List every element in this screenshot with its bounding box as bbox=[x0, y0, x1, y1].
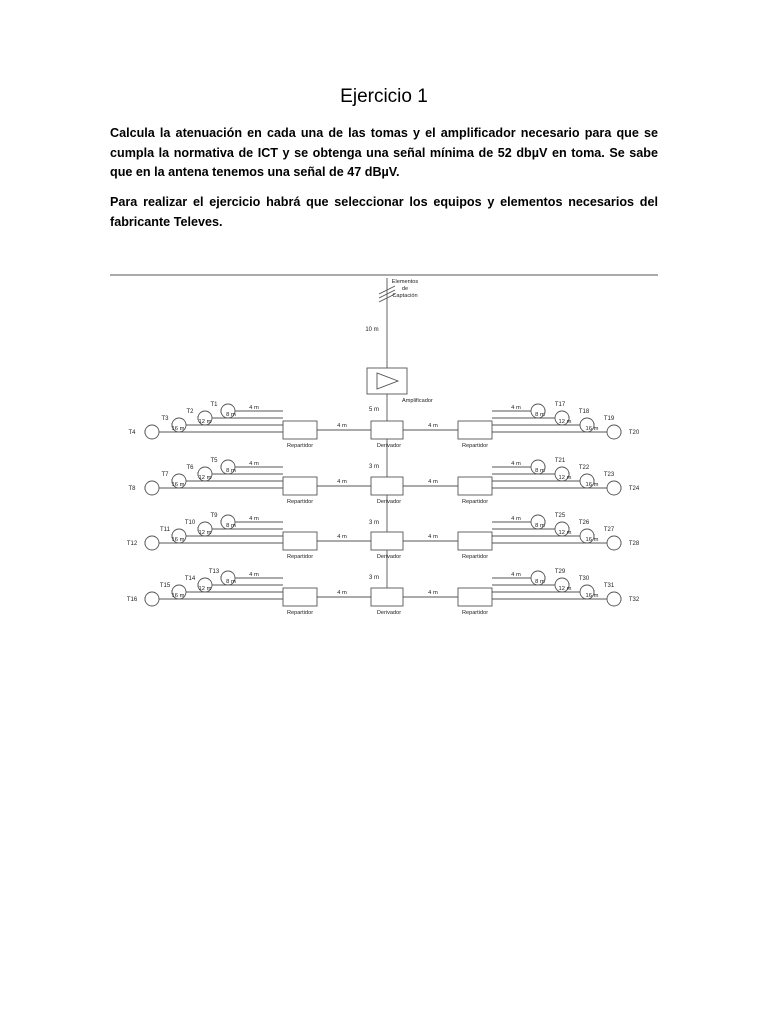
outlet-label-left: T3 bbox=[161, 416, 169, 422]
splitter-box-right bbox=[458, 421, 492, 439]
antenna-label-line2: de bbox=[401, 286, 409, 292]
outlet-label-left: T11 bbox=[160, 527, 170, 533]
outlet-label-left: T2 bbox=[186, 409, 194, 415]
branch-length-label-right: 4 m bbox=[428, 534, 438, 540]
outlet-label-left: T7 bbox=[161, 472, 169, 478]
outlet-cable-length-right: 12 m bbox=[558, 475, 572, 481]
outlet-cable-length-right: 16 m bbox=[585, 482, 599, 488]
page-title: Ejercicio 1 bbox=[340, 86, 428, 107]
outlet-label-right: T18 bbox=[578, 409, 590, 415]
outlet-cable-length-right: 8 m bbox=[535, 523, 545, 529]
tap-box bbox=[371, 421, 403, 439]
outlet-label-left: T16 bbox=[126, 597, 138, 603]
outlet-label-right: T17 bbox=[554, 402, 566, 408]
outlet-cable-length-right: 16 m bbox=[585, 593, 599, 599]
splitter-box-right bbox=[458, 477, 492, 495]
outlet-socket-left bbox=[145, 592, 159, 606]
outlet-cable-length-left: 4 m bbox=[249, 516, 259, 522]
outlet-label-left: T12 bbox=[126, 541, 138, 547]
outlet-cable-length-right: 12 m bbox=[558, 419, 572, 425]
outlet-cable-length-left: 8 m bbox=[226, 468, 236, 474]
outlet-label-left: T1 bbox=[210, 402, 218, 408]
outlet-socket-left bbox=[145, 481, 159, 495]
outlet-cable-length-right: 12 m bbox=[558, 530, 572, 536]
outlet-label-left: T9 bbox=[210, 513, 218, 519]
outlet-socket-right bbox=[607, 536, 621, 550]
outlet-label-left: T14 bbox=[184, 576, 196, 582]
outlet-cable-length-left: 16 m bbox=[171, 426, 185, 432]
antenna-label-line3: Captación bbox=[392, 293, 418, 299]
splitter-label-right: Repartidor bbox=[461, 554, 489, 560]
splitter-box-right bbox=[458, 588, 492, 606]
outlet-label-right: T31 bbox=[603, 583, 615, 589]
outlet-label-left: T8 bbox=[128, 486, 136, 492]
outlet-cable-length-left: 16 m bbox=[171, 593, 185, 599]
tap-label: Derivador bbox=[376, 443, 402, 449]
outlet-label-right: T23 bbox=[603, 472, 615, 478]
branch-length-label-left: 4 m bbox=[337, 534, 347, 540]
outlet-label-right: T26 bbox=[578, 520, 590, 526]
outlet-cable-length-left: 4 m bbox=[249, 572, 259, 578]
outlet-cable-length-left: 12 m bbox=[198, 475, 212, 481]
outlet-cable-length-left: 16 m bbox=[171, 482, 185, 488]
riser-length-label: 3 m bbox=[368, 520, 380, 526]
outlet-cable-length-right: 8 m bbox=[535, 579, 545, 585]
tap-label: Derivador bbox=[376, 499, 402, 505]
outlet-cable-length-right: 4 m bbox=[511, 572, 521, 578]
outlet-socket-right bbox=[607, 481, 621, 495]
outlet-socket-right bbox=[607, 425, 621, 439]
outlet-cable-length-right: 4 m bbox=[511, 405, 521, 411]
splitter-box-right bbox=[458, 532, 492, 550]
splitter-label-left: Repartidor bbox=[286, 610, 314, 616]
outlet-label-left: T5 bbox=[210, 458, 218, 464]
outlet-label-right: T22 bbox=[578, 465, 590, 471]
riser-length-label: 3 m bbox=[368, 575, 380, 581]
outlet-label-left: T4 bbox=[128, 430, 136, 436]
tap-box bbox=[371, 477, 403, 495]
splitter-box-left bbox=[283, 421, 317, 439]
branch-length-label-left: 4 m bbox=[337, 423, 347, 429]
outlet-socket-left bbox=[145, 425, 159, 439]
tap-label: Derivador bbox=[376, 554, 402, 560]
outlet-label-left: T13 bbox=[208, 569, 220, 575]
outlet-cable-length-right: 12 m bbox=[558, 586, 572, 592]
outlet-cable-length-left: 8 m bbox=[226, 523, 236, 529]
splitter-label-left: Repartidor bbox=[286, 499, 314, 505]
outlet-cable-length-left: 8 m bbox=[226, 412, 236, 418]
antenna-label-line1: Elementos bbox=[391, 279, 419, 285]
outlet-cable-length-left: 4 m bbox=[249, 405, 259, 411]
ict-distribution-diagram bbox=[110, 270, 658, 640]
tap-label: Derivador bbox=[376, 610, 402, 616]
outlet-cable-length-left: 12 m bbox=[198, 419, 212, 425]
paragraph-statement: Calcula la atenuación en cada una de las tomas y el amplificador necesario para que se cumpla la normativa de ICT y se obtenga una señal mínima de 52 dbµV en toma. Se sabe que en la antena tenemos una señal de 47 dBµV. bbox=[110, 126, 658, 179]
amp-riser-length-label: 5 m bbox=[368, 407, 380, 413]
outlet-socket-right bbox=[607, 592, 621, 606]
branch-length-label-right: 4 m bbox=[428, 479, 438, 485]
outlet-cable-length-left: 16 m bbox=[171, 537, 185, 543]
outlet-label-right: T28 bbox=[628, 541, 640, 547]
outlet-label-right: T30 bbox=[578, 576, 590, 582]
outlet-cable-length-left: 4 m bbox=[249, 461, 259, 467]
outlet-label-right: T25 bbox=[554, 513, 566, 519]
splitter-label-left: Repartidor bbox=[286, 554, 314, 560]
branch-length-label-left: 4 m bbox=[337, 479, 347, 485]
amplifier-label: Amplificador bbox=[402, 398, 433, 404]
outlet-label-right: T24 bbox=[628, 486, 640, 492]
branch-length-label-right: 4 m bbox=[428, 423, 438, 429]
outlet-socket-left bbox=[145, 536, 159, 550]
outlet-cable-length-right: 4 m bbox=[511, 461, 521, 467]
branch-length-label-right: 4 m bbox=[428, 590, 438, 596]
outlet-cable-length-right: 8 m bbox=[535, 412, 545, 418]
outlet-cable-length-right: 16 m bbox=[585, 426, 599, 432]
outlet-label-right: T29 bbox=[554, 569, 566, 575]
splitter-box-left bbox=[283, 532, 317, 550]
outlet-label-left: T15 bbox=[159, 583, 171, 589]
outlet-cable-length-left: 12 m bbox=[198, 530, 212, 536]
outlet-label-right: T32 bbox=[628, 597, 640, 603]
outlet-cable-length-right: 16 m bbox=[585, 537, 599, 543]
tap-box bbox=[371, 588, 403, 606]
outlet-label-right: T20 bbox=[628, 430, 640, 436]
outlet-label-right: T21 bbox=[554, 458, 566, 464]
outlet-label-right: T19 bbox=[603, 416, 615, 422]
outlet-label-left: T10 bbox=[184, 520, 196, 526]
outlet-cable-length-right: 8 m bbox=[535, 468, 545, 474]
tap-box bbox=[371, 532, 403, 550]
splitter-label-right: Repartidor bbox=[461, 610, 489, 616]
splitter-label-right: Repartidor bbox=[461, 443, 489, 449]
outlet-cable-length-right: 4 m bbox=[511, 516, 521, 522]
splitter-label-right: Repartidor bbox=[461, 499, 489, 505]
paragraph-instructions: Para realizar el ejercicio habrá que seleccionar los equipos y elementos necesarios del fabricante Televes. bbox=[110, 195, 658, 229]
splitter-box-left bbox=[283, 477, 317, 495]
splitter-label-left: Repartidor bbox=[286, 443, 314, 449]
outlet-label-left: T6 bbox=[186, 465, 194, 471]
outlet-cable-length-left: 12 m bbox=[198, 586, 212, 592]
splitter-box-left bbox=[283, 588, 317, 606]
mast-length-label: 10 m bbox=[365, 327, 379, 333]
riser-length-label: 3 m bbox=[368, 464, 380, 470]
outlet-cable-length-left: 8 m bbox=[226, 579, 236, 585]
outlet-label-right: T27 bbox=[603, 527, 615, 533]
branch-length-label-left: 4 m bbox=[337, 590, 347, 596]
